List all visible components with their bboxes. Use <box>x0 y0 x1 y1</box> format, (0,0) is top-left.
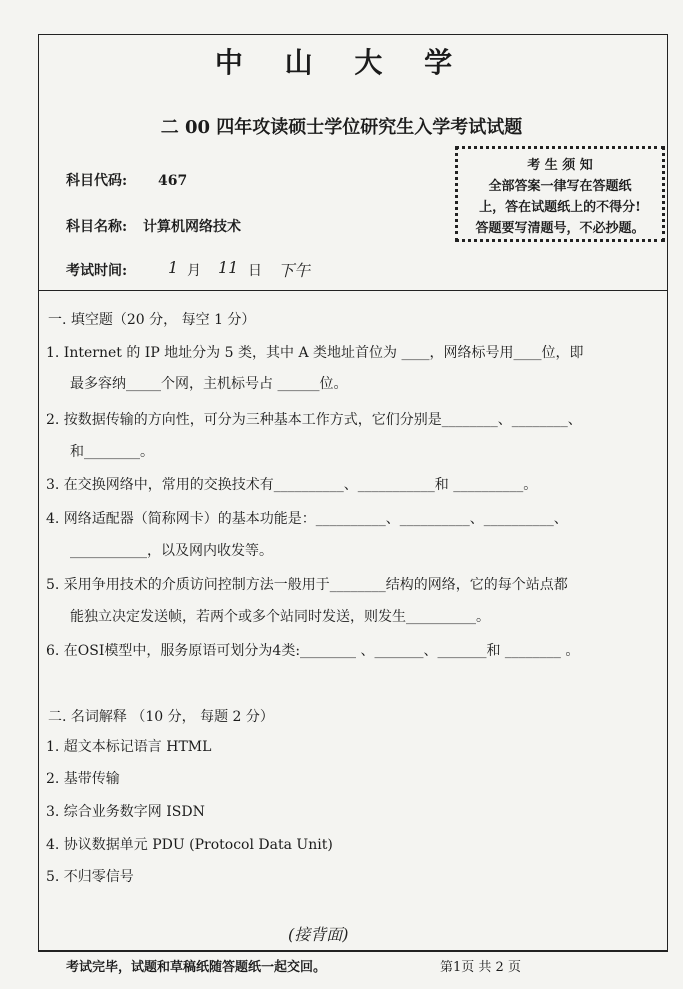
exam-title: 二 00 四年攻读硕士学位研究生入学考试试题 <box>160 117 523 138</box>
subject-code-label: 科目代码: <box>66 173 128 189</box>
term-item: 1. 超文本标记语言 HTML <box>46 739 212 755</box>
notice-line-2: 上，答在试题纸上的不得分! <box>479 200 641 215</box>
q2-line-b: 和________。 <box>70 444 154 460</box>
q3-line: 3. 在交换网络中，常用的交换技术有__________、___________和 __________。 <box>46 477 538 493</box>
exam-month: 1 <box>168 258 179 277</box>
exam-day: 11 <box>218 258 239 277</box>
exam-time-label: 考试时间: <box>66 263 128 279</box>
q5-line-b: 能独立决定发送帧，若两个或多个站同时发送，则发生__________。 <box>70 609 490 625</box>
term-item: 3. 综合业务数字网 ISDN <box>46 804 205 820</box>
q4-line-a: 4. 网络适配器（简称网卡）的基本功能是：__________、__________、__________、 <box>46 511 568 527</box>
exam-day-unit: 日 <box>248 263 262 279</box>
term-item: 5. 不归零信号 <box>46 869 134 885</box>
q1-line-b: 最多容纳_____个网，主机标号占 ______位。 <box>70 376 348 392</box>
q2-line-a: 2. 按数据传输的方向性，可分为三种基本工作方式，它们分别是________、________、 <box>46 412 582 428</box>
notice-line-1: 全部答案一律写在答题纸 <box>488 179 632 194</box>
subject-code-value: 467 <box>158 173 188 189</box>
footer-divider <box>38 950 668 951</box>
term-item: 4. 协议数据单元 PDU (Protocol Data Unit) <box>46 837 333 853</box>
term-item: 2. 基带传输 <box>46 771 120 787</box>
page-number: 第1页 共 2 页 <box>440 960 521 975</box>
q6-line: 6. 在OSI模型中，服务原语可划分为4类:________ 、_______、_______和 ________ 。 <box>46 643 580 659</box>
exam-month-unit: 月 <box>187 263 201 279</box>
exam-half-day: 下午 <box>278 261 311 280</box>
footer-instruction: 考试完毕，试题和草稿纸随答题纸一起交回。 <box>66 960 327 975</box>
q5-line-a: 5. 采用争用技术的介质访问控制方法一般用于________结构的网络，它的每个站点都 <box>46 577 568 593</box>
q1-line-a: 1. Internet 的 IP 地址分为 5 类，其中 A 类地址首位为 ____，网络标号用____位，即 <box>46 345 584 361</box>
university-name: 中 山 大 学 <box>214 46 469 79</box>
q4-line-b: ___________，以及网内收发等。 <box>70 543 273 559</box>
notice-title: 考 生 须 知 <box>527 158 593 173</box>
section1-heading: 一. 填空题（20 分， 每空 1 分） <box>48 312 256 328</box>
subject-name-value: 计算机网络技术 <box>143 219 241 235</box>
subject-name-label: 科目名称: <box>66 219 128 235</box>
section2-heading: 二. 名词解释 （10 分， 每题 2 分） <box>48 709 274 725</box>
notice-box <box>455 146 665 242</box>
header-divider <box>38 290 668 291</box>
notice-line-3: 答题要写清题号，不必抄题。 <box>475 221 645 236</box>
continue-overleaf-note: (接背面) <box>288 925 349 944</box>
